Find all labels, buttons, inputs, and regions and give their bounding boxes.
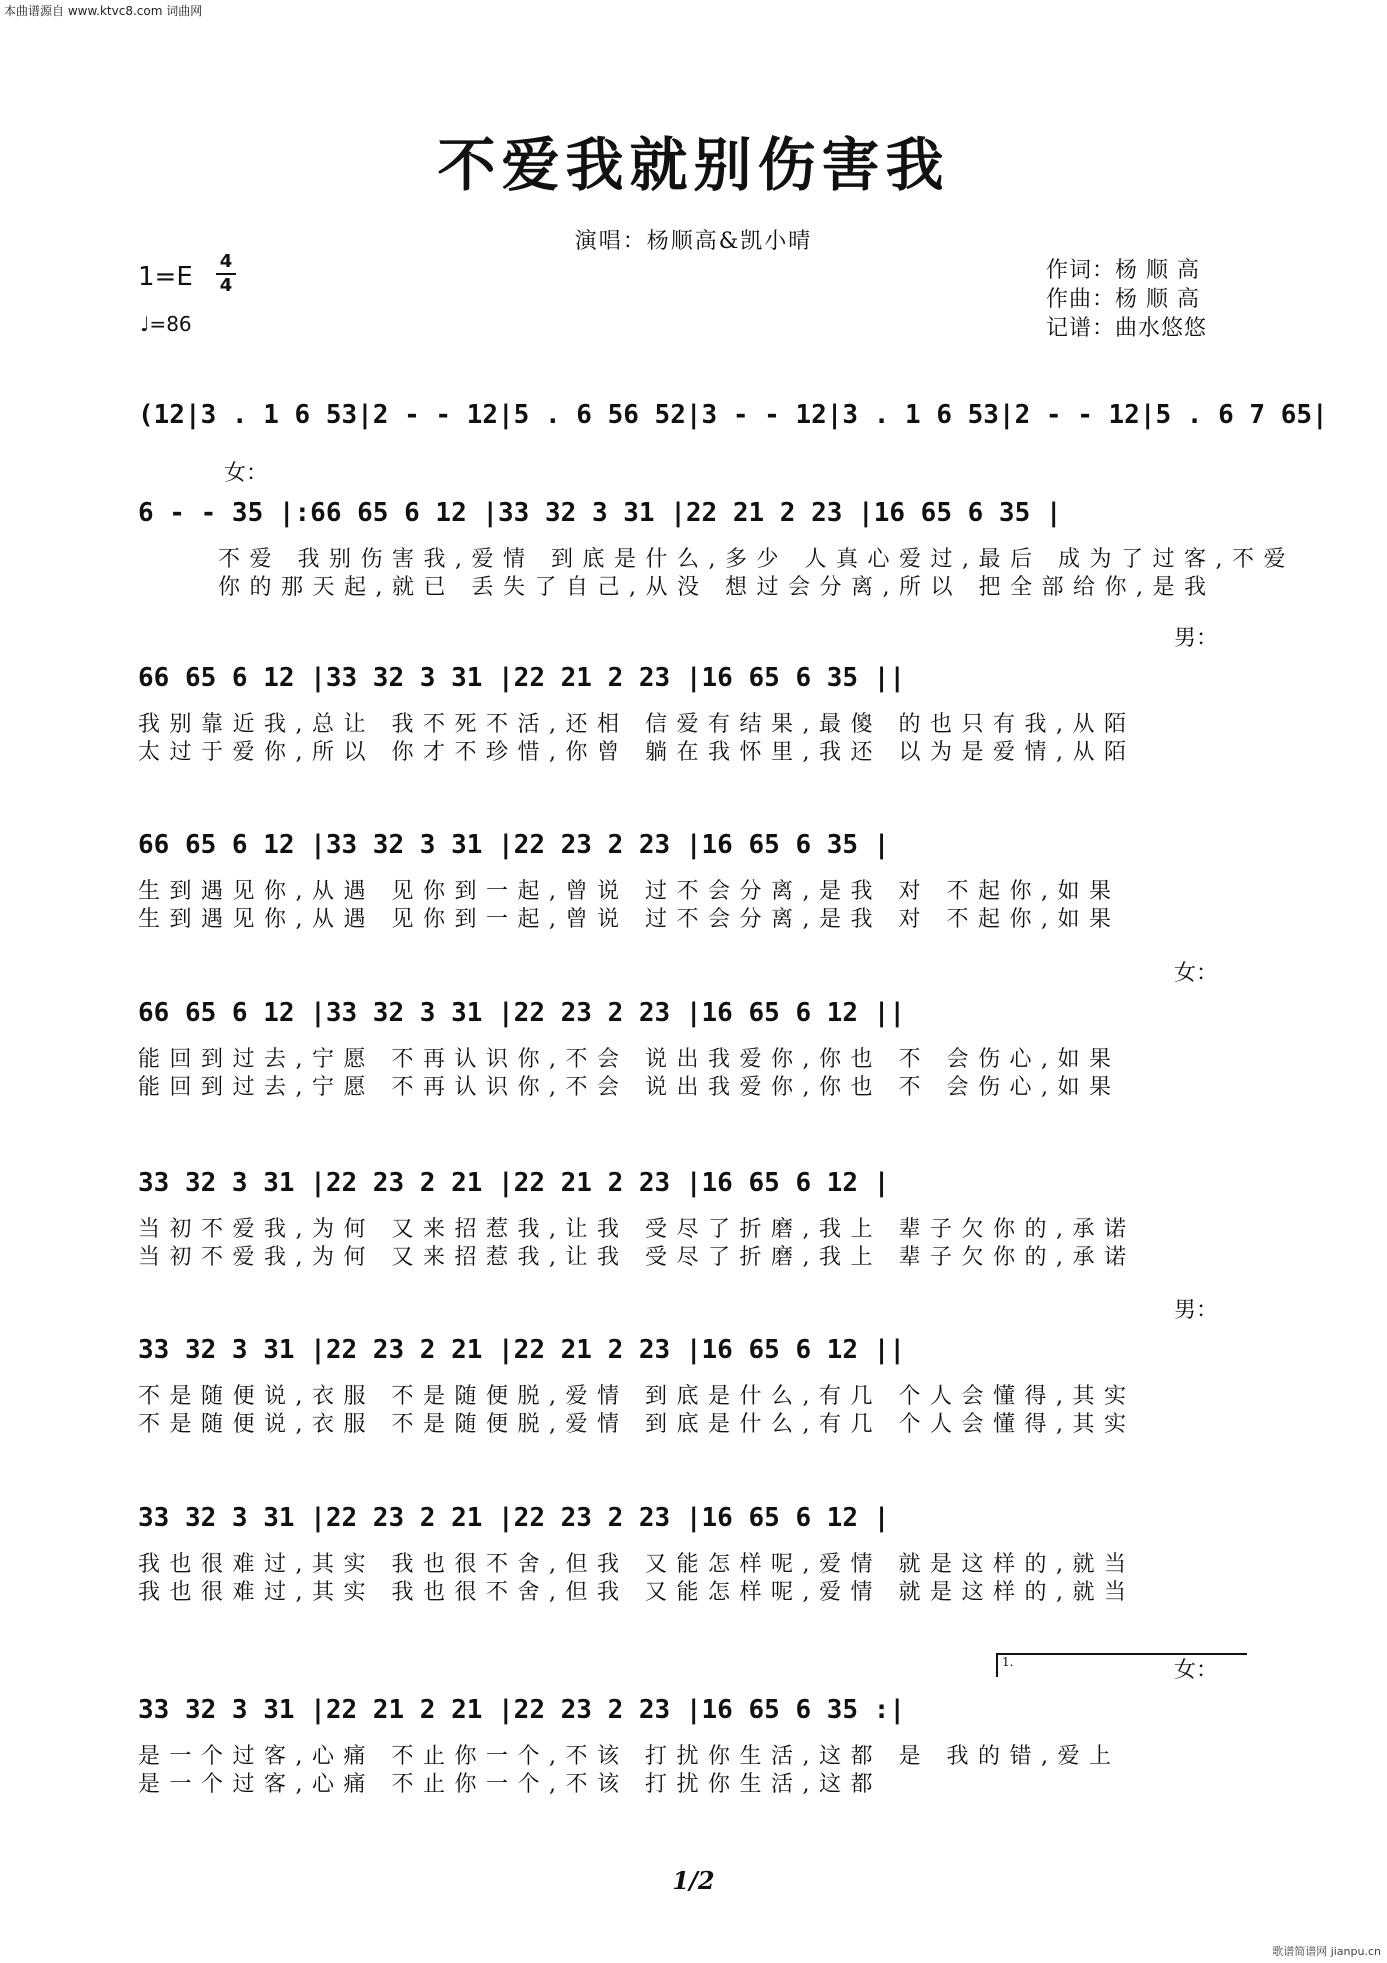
- lyric-line: 是一个过客,心痛 不止你一个,不该 打扰你生活,这都: [138, 1772, 882, 1797]
- notation-line: 66 65 6 12 |33 32 3 31 |22 23 2 23 |16 65 6 35 |: [138, 830, 890, 860]
- time-signature-top: 4: [219, 251, 233, 272]
- composer-credit: 作曲：杨 顺 高: [1046, 287, 1200, 312]
- lyric-line: 生到遇见你,从遇 见你到一起,曾说 过不会分离,是我 对 不起你,如果: [138, 907, 1121, 932]
- page-number: 1/2: [672, 1866, 715, 1895]
- lyric-line: 生到遇见你,从遇 见你到一起,曾说 过不会分离,是我 对 不起你,如果: [138, 879, 1121, 904]
- time-signature: [216, 252, 236, 296]
- lyric-line: 不是随便说,衣服 不是随便脱,爱情 到底是什么,有几 个人会懂得,其实: [138, 1412, 1136, 1437]
- lyric-line: 当初不爱我,为何 又来招惹我,让我 受尽了折磨,我上 辈子欠你的,承诺: [138, 1217, 1136, 1242]
- lyric-line: 能回到过去,宁愿 不再认识你,不会 说出我爱你,你也 不 会伤心,如果: [138, 1075, 1121, 1100]
- voice-label: 男：: [1174, 1298, 1219, 1323]
- site-watermark: 歌谱简谱网 jianpu.cn: [1272, 1945, 1381, 1958]
- notation-line: 33 32 3 31 |22 21 2 21 |22 23 2 23 |16 65 6 35 :|: [138, 1695, 906, 1725]
- time-signature-bottom: 4: [219, 275, 233, 296]
- lyric-line: 能回到过去,宁愿 不再认识你,不会 说出我爱你,你也 不 会伤心,如果: [138, 1047, 1121, 1072]
- credits-block: [1046, 256, 1207, 343]
- lyric-line: 你的那天起,就已 丢失了自己,从没 想过会分离,所以 把全部给你,是我: [218, 575, 1216, 600]
- lyric-line: 当初不爱我,为何 又来招惹我,让我 受尽了折磨,我上 辈子欠你的,承诺: [138, 1245, 1136, 1270]
- notation-line: (12|3 . 1 6 53|2 - - 12|5 . 6 56 52|3 - - 12|3 . 1 6 53|2 - - 12|5 . 6 7 65|: [138, 400, 1328, 430]
- lyric-line: 不爱 我别伤害我,爱情 到底是什么,多少 人真心爱过,最后 成为了过客,不爱: [218, 547, 1295, 572]
- lyric-line: 太过于爱你,所以 你才不珍惜,你曾 躺在我怀里,我还 以为是爱情,从陌: [138, 740, 1136, 765]
- notation-line: 66 65 6 12 |33 32 3 31 |22 21 2 23 |16 65 6 35 ||: [138, 663, 906, 693]
- lyric-line: 是一个过客,心痛 不止你一个,不该 打扰你生活,这都 是 我的错,爱上: [138, 1744, 1121, 1769]
- lyric-line: 我也很难过,其实 我也很不舍,但我 又能怎样呢,爱情 就是这样的,就当: [138, 1552, 1136, 1577]
- lyric-line: 我别靠近我,总让 我不死不活,还相 信爱有结果,最傻 的也只有我,从陌: [138, 712, 1136, 737]
- lyricist-credit: 作词：杨 顺 高: [1046, 258, 1200, 283]
- voice-label: 女：: [1174, 1658, 1219, 1683]
- singer-credit: 演唱：杨顺高&凯小晴: [574, 229, 813, 254]
- notation-line: 66 65 6 12 |33 32 3 31 |22 23 2 23 |16 65 6 12 ||: [138, 998, 906, 1028]
- lyric-line: 我也很难过,其实 我也很不舍,但我 又能怎样呢,爱情 就是这样的,就当: [138, 1580, 1136, 1605]
- key-signature: 1=E: [138, 262, 193, 292]
- notation-line: 33 32 3 31 |22 23 2 21 |22 23 2 23 |16 65 6 12 |: [138, 1503, 890, 1533]
- notation-line: 33 32 3 31 |22 23 2 21 |22 21 2 23 |16 65 6 12 |: [138, 1168, 890, 1198]
- volta-bracket: 1.: [996, 1653, 1247, 1677]
- tempo-marking: ♩=86: [140, 312, 192, 336]
- lyric-line: 不是随便说,衣服 不是随便脱,爱情 到底是什么,有几 个人会懂得,其实: [138, 1384, 1136, 1409]
- voice-label: 男：: [1174, 626, 1219, 651]
- voice-label: 女：: [1174, 961, 1219, 986]
- transcriber-credit: 记谱：曲水悠悠: [1046, 316, 1208, 341]
- notation-line: 33 32 3 31 |22 23 2 21 |22 21 2 23 |16 65 6 12 ||: [138, 1335, 906, 1365]
- voice-label: 女：: [224, 461, 269, 486]
- song-title: 不爱我就别伤害我: [437, 131, 950, 199]
- source-watermark: 本曲谱源自 www.ktvc8.com 词曲网: [4, 4, 203, 18]
- notation-line: 6 - - 35 |:66 65 6 12 |33 32 3 31 |22 21 2 23 |16 65 6 35 |: [138, 498, 1062, 528]
